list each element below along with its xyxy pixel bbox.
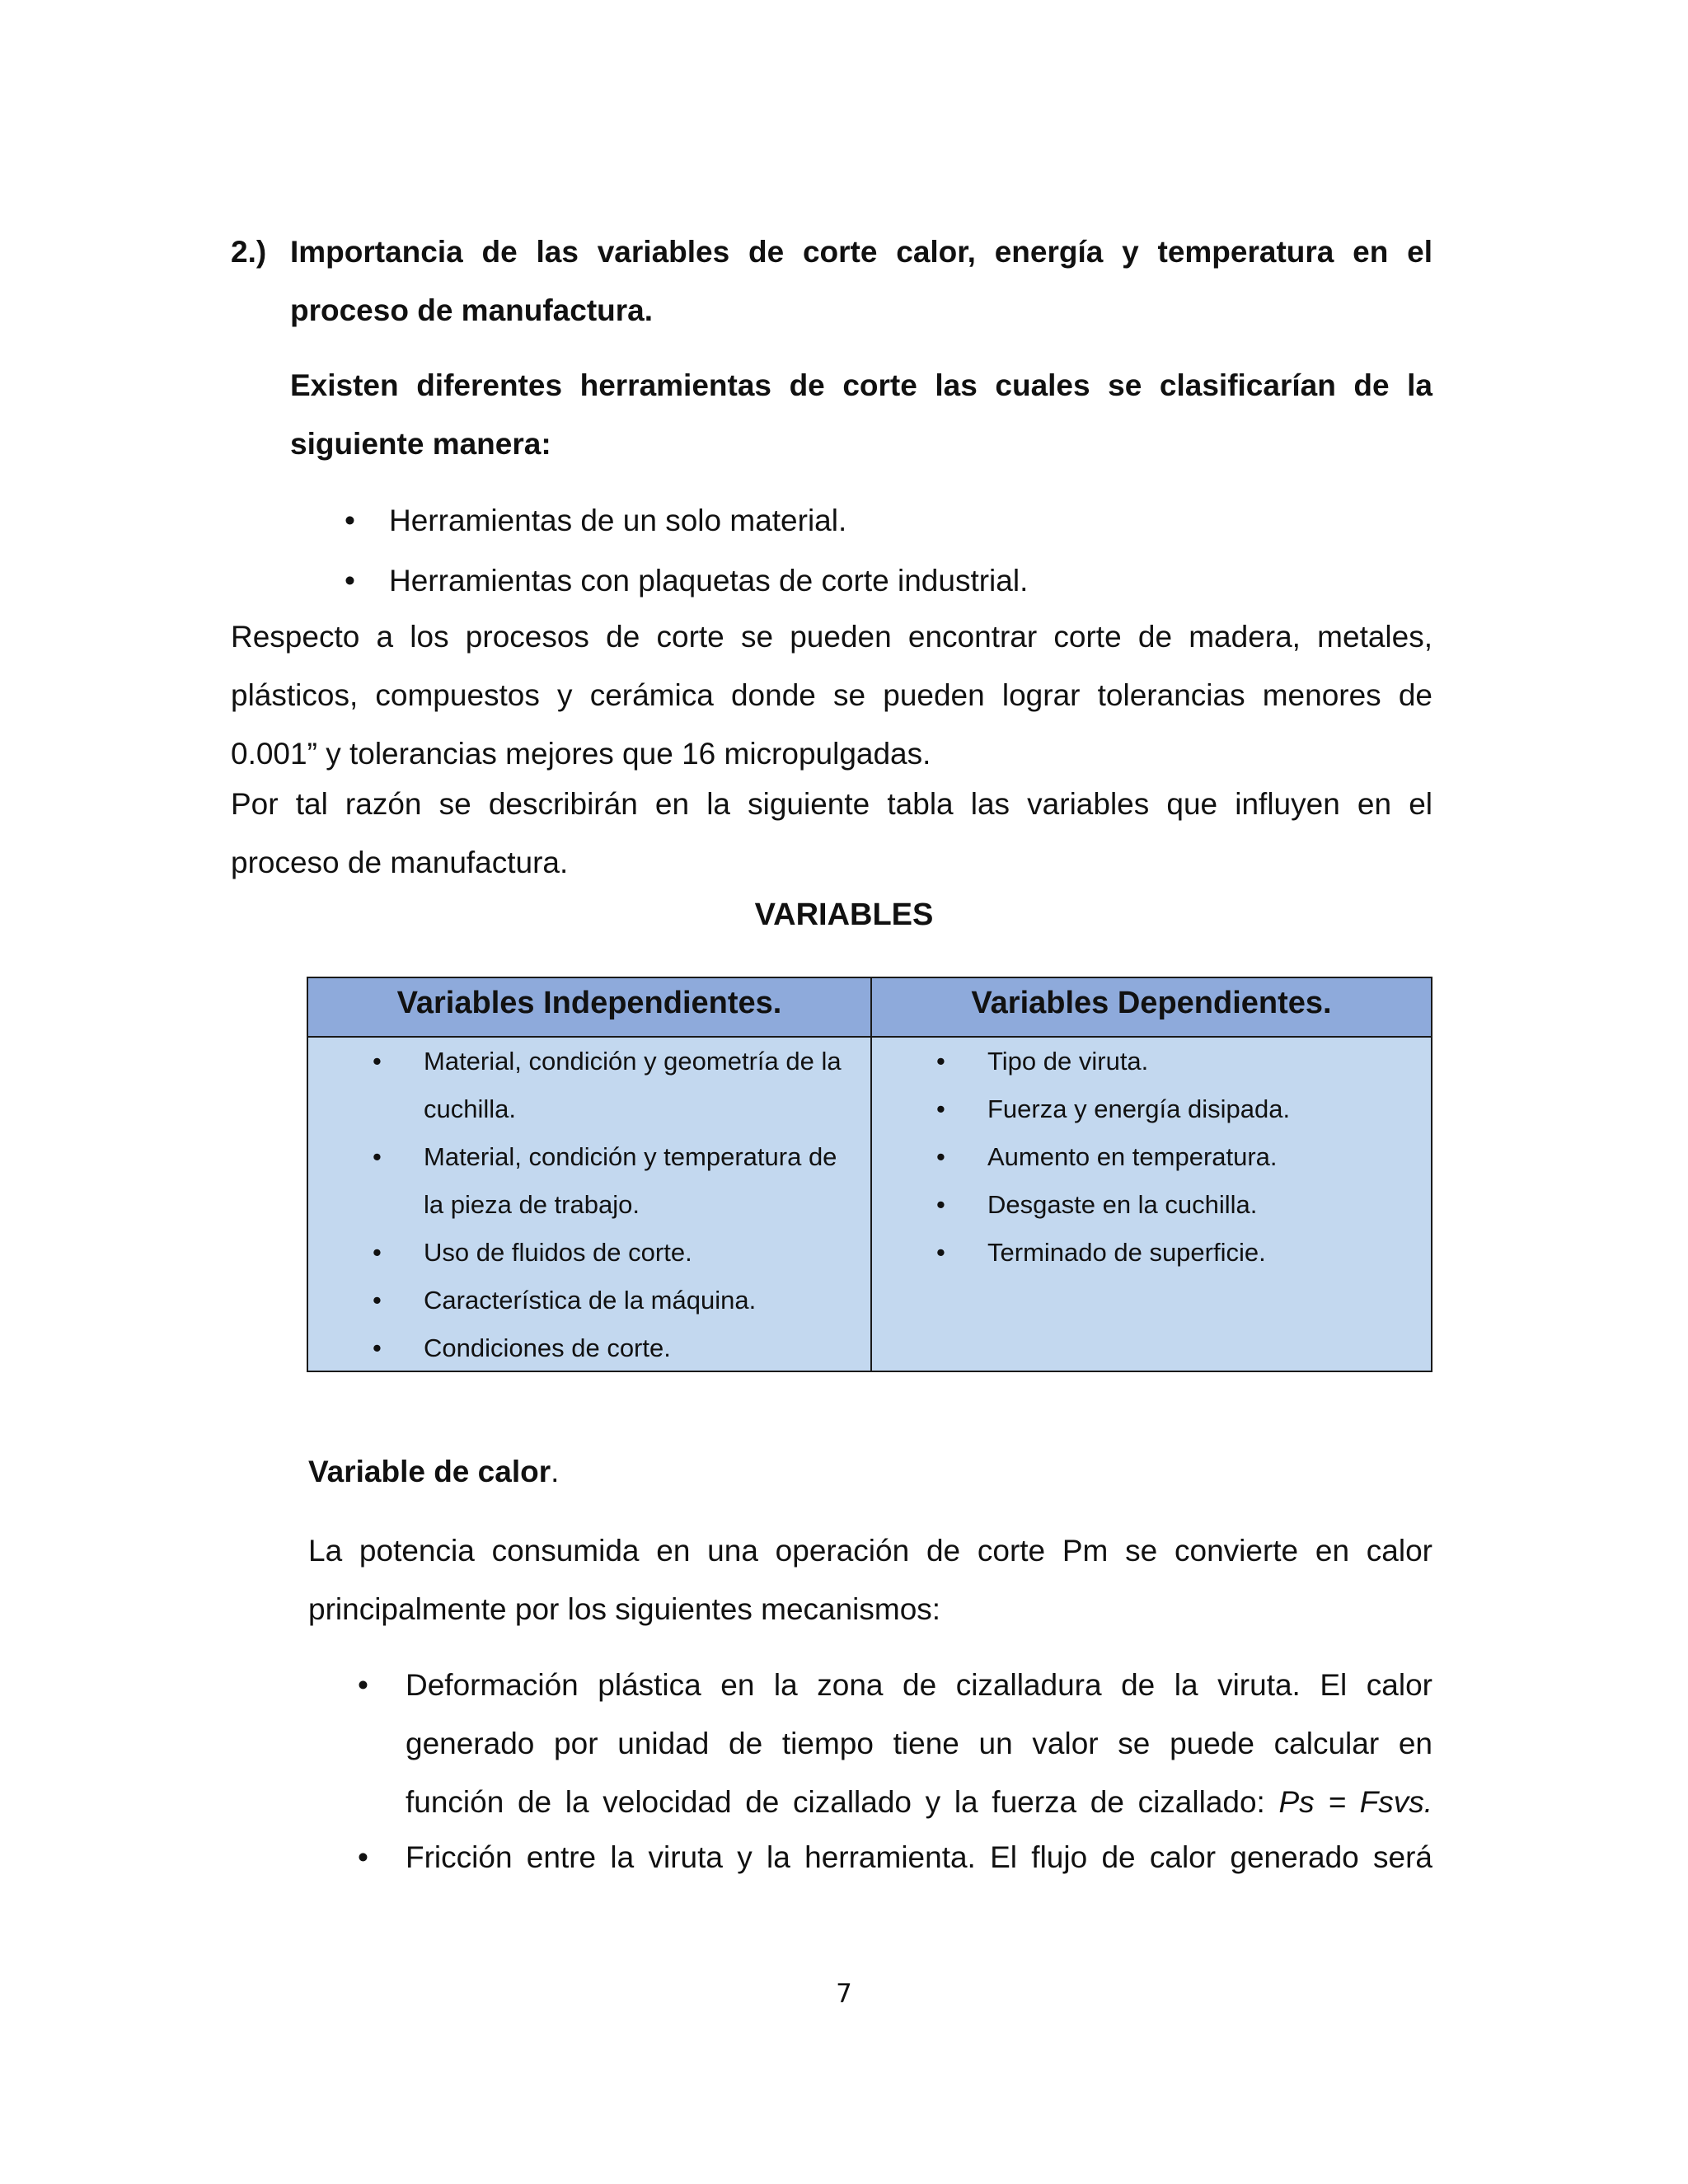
intro-line-1: Existen diferentes herramientas de corte las cuales se clasificarían de la <box>290 368 1432 402</box>
table-list-item <box>872 1181 1416 1229</box>
list-item <box>358 1828 1432 1886</box>
table-list-item-text: Uso de fluidos de corte. <box>424 1238 692 1267</box>
table-list-item-text: Fuerza y energía disipada. <box>987 1094 1291 1123</box>
table-list-item-text: Condiciones de corte. <box>424 1333 671 1362</box>
table-list-item <box>872 1229 1416 1277</box>
table-list-item <box>308 1038 852 1133</box>
table-column-dependent <box>872 1038 1416 1277</box>
subsection-title <box>308 1442 559 1501</box>
table-list-item-text: Material, condición y geometría de la cuchilla. <box>424 1047 842 1123</box>
table-list-item-text: Tipo de viruta. <box>987 1047 1149 1076</box>
bullet-icon: • <box>373 1333 382 1362</box>
intro-paragraph <box>290 356 1432 473</box>
bullet-icon: • <box>373 1286 382 1315</box>
calor-paragraph <box>308 1521 1432 1638</box>
subsection-title-period: . <box>551 1455 560 1488</box>
bullet-icon: • <box>345 504 355 537</box>
paragraph-line: principalmente por los siguientes mecanismos: <box>308 1592 941 1626</box>
bullet-icon: • <box>936 1094 945 1123</box>
table-list-item-text: Desgaste en la cuchilla. <box>987 1190 1258 1219</box>
bullet-icon: • <box>936 1238 945 1267</box>
table-header-dependent: Variables Dependientes. <box>971 986 1332 1020</box>
paragraph-line: generado por unidad de tiempo tiene un valor se puede calcular en <box>406 1727 1432 1760</box>
paragraph-line-text: función de la velocidad de cizallado y la fuerza de cizallado: <box>406 1785 1279 1819</box>
section-title-line-1: Importancia de las variables de corte calor, energía y temperatura en el <box>290 235 1432 269</box>
intro-line-2: siguiente manera: <box>290 427 551 461</box>
bullet-icon: • <box>373 1142 382 1171</box>
bullet-icon: • <box>936 1190 945 1219</box>
page-number: 7 <box>836 1979 852 2008</box>
paragraph-variables-intro <box>231 775 1432 892</box>
list-item <box>345 491 846 550</box>
table-list-item <box>872 1133 1416 1181</box>
paragraph-line: Respecto a los procesos de corte se pueden encontrar corte de madera, metales, <box>231 620 1432 654</box>
bullet-icon: • <box>373 1047 382 1076</box>
bullet-icon: • <box>936 1047 945 1076</box>
bullet-icon: • <box>358 1840 368 1874</box>
paragraph-line: plásticos, compuestos y cerámica donde se pueden lograr tolerancias menores de <box>231 678 1432 712</box>
paragraph-line: Deformación plástica en la zona de cizalladura de la viruta. El calor <box>406 1668 1432 1702</box>
variables-table <box>307 977 1432 1372</box>
table-list-item <box>308 1277 852 1324</box>
paragraph-processes <box>231 607 1432 783</box>
table-title: VARIABLES <box>754 898 934 932</box>
table-header-independent: Variables Independientes. <box>396 986 782 1020</box>
paragraph-line: proceso de manufactura. <box>231 846 569 879</box>
bullet-icon: • <box>373 1238 382 1267</box>
list-item <box>345 551 1028 610</box>
table-list-item <box>308 1229 852 1277</box>
paragraph-line: 0.001” y tolerancias mejores que 16 micropulgadas. <box>231 737 931 771</box>
bullet-icon: • <box>936 1142 945 1171</box>
section-title-line-2: proceso de manufactura. <box>290 293 654 327</box>
section-number: 2.) <box>231 235 267 269</box>
table-list-item-text: Material, condición y temperatura de la pieza de trabajo. <box>424 1142 837 1219</box>
table-list-item <box>308 1133 852 1229</box>
formula: Ps = Fsvs. <box>1278 1785 1432 1819</box>
table-list-item <box>872 1038 1416 1085</box>
paragraph-line: Por tal razón se describirán en la siguiente tabla las variables que influyen en el <box>231 787 1432 821</box>
subsection-title-text: Variable de calor <box>308 1455 551 1488</box>
bullet-icon: • <box>358 1668 368 1702</box>
table-list-item-text: Terminado de superficie. <box>987 1238 1266 1267</box>
paragraph-line <box>406 1773 1432 1831</box>
table-column-independent <box>308 1038 852 1372</box>
table-list-item <box>308 1324 852 1372</box>
section-title <box>290 223 1432 340</box>
list-item-text: Herramientas de un solo material. <box>389 504 847 537</box>
table-list-item-text: Característica de la máquina. <box>424 1286 757 1315</box>
bullet-icon: • <box>345 564 355 598</box>
list-item-text <box>406 1656 1432 1831</box>
table-list-item <box>872 1085 1416 1133</box>
paragraph-line: La potencia consumida en una operación de corte Pm se convierte en calor <box>308 1534 1432 1568</box>
list-item-text <box>406 1828 1432 1886</box>
list-item <box>358 1656 1432 1831</box>
list-item-text: Herramientas con plaquetas de corte industrial. <box>389 564 1029 598</box>
paragraph-line: Fricción entre la viruta y la herramienta. El flujo de calor generado será <box>406 1840 1432 1874</box>
table-list-item-text: Aumento en temperatura. <box>987 1142 1278 1171</box>
